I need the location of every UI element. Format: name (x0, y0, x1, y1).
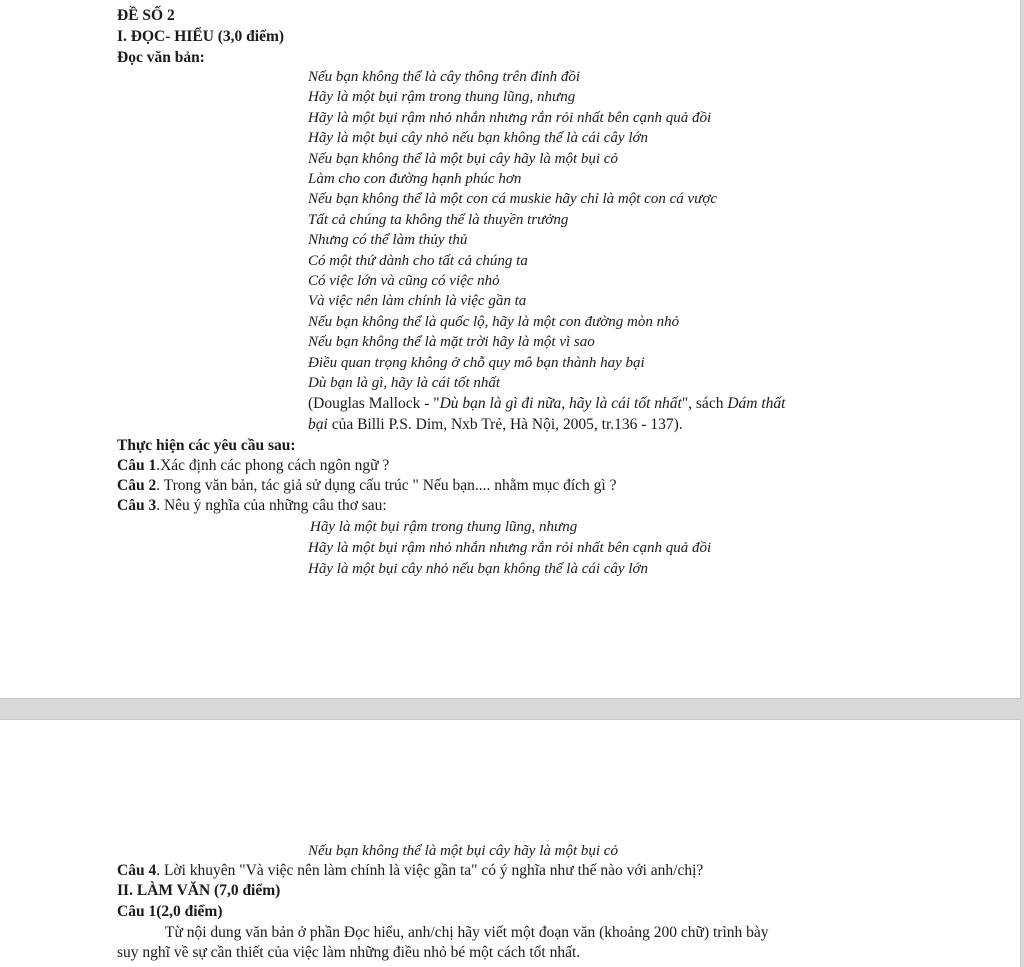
essay-1-text-line-2: suy nghĩ về sự cần thiết của việc làm những điều nhỏ bé một cách tốt nhất. (117, 944, 581, 961)
poem-line: Dù bạn là gì, hãy là cái tốt nhất (308, 375, 501, 391)
poem-line: Làm cho con đường hạnh phúc hơn (308, 171, 522, 187)
q3-verse-line: Nếu bạn không thể là một bụi cây hãy là một bụi cỏ (308, 843, 618, 859)
poem-line: Điều quan trọng không ở chỗ quy mô bạn thành hay bại (308, 354, 645, 371)
citation-line-2 (308, 415, 683, 435)
tasks-heading: Thực hiện các yêu cầu sau: (117, 437, 296, 454)
exam-title: ĐỀ SỐ 2 (117, 7, 175, 24)
essay-1-text-line-1: Từ nội dung văn bản ở phần Đọc hiểu, anh/chị hãy viết một đoạn văn (khoảng 200 chữ) trình bày (165, 924, 769, 941)
q3-verse-line: Hãy là một bụi cây nhỏ nếu bạn không thể là cái cây lớn (308, 561, 649, 577)
citation-line-1 (308, 394, 785, 414)
q3-verse-line: Hãy là một bụi rậm nhỏ nhắn nhưng rắn rỏi nhất bên cạnh quả đồi (308, 540, 712, 556)
poem-line: Có một thứ dành cho tất cả chúng ta (308, 252, 528, 269)
question-1-text: .Xác định các phong cách ngôn ngữ ? (156, 457, 390, 474)
poem-line: Nếu bạn không thể là quốc lộ, hãy là một con đường mòn nhỏ (308, 313, 680, 330)
poem-line: Hãy là một bụi cây nhỏ nếu bạn không thể là cái cây lớn (308, 130, 649, 147)
read-label: Đọc văn bản: (117, 49, 205, 66)
question-3 (117, 496, 387, 516)
citation-quote: Dù bạn là gì đi nữa, hãy là cái tốt nhất (439, 395, 682, 412)
question-2 (117, 476, 616, 496)
poem-line: Và việc nên làm chính là việc gần ta (308, 293, 527, 310)
poem-line: Nếu bạn không thể là mặt trời hãy là một vì sao (308, 334, 595, 351)
question-3-text: . Nêu ý nghĩa của những câu thơ sau: (156, 497, 387, 514)
citation-book-title: Dám thất (727, 395, 786, 412)
poem-line: Nếu bạn không thể là một con cá muskie hãy chỉ là một con cá vược (308, 191, 717, 208)
citation-rest: của Billi P.S. Dim, Nxb Trẻ, Hà Nội, 2005, tr.136 - 137). (327, 416, 683, 433)
poem-line: Hãy là một bụi rậm nhỏ nhắn nhưng rắn rỏi nhất bên cạnh quả đồi (308, 109, 712, 126)
section2-heading: II. LÀM VĂN (7,0 điểm) (117, 882, 281, 899)
poem-line: Nếu bạn không thể là cây thông trên đỉnh đồi (308, 69, 581, 85)
poem-line: Nếu bạn không thể là một bụi cây hãy là một bụi cỏ (308, 150, 618, 167)
document-page-2 (0, 719, 1021, 967)
question-4-text: . Lời khuyên "Và việc nên làm chính là việc gần ta" có ý nghĩa như thế nào với anh/chị? (156, 862, 704, 879)
poem-line: Nhưng có thể làm thủy thủ (308, 232, 468, 249)
question-4-label: Câu 4 (117, 862, 157, 879)
question-2-text: . Trong văn bản, tác giả sử dụng cấu trúc " Nếu bạn.... nhằm mục đích gì ? (156, 477, 617, 494)
question-1-label: Câu 1 (117, 457, 157, 474)
citation-book-title-end: bại (308, 416, 328, 433)
citation-open: (Douglas Mallock - " (308, 395, 440, 412)
q3-verse-line: Hãy là một bụi rậm trong thung lũng, nhưng (310, 519, 578, 535)
essay-1-label: Câu 1(2,0 điểm) (117, 903, 223, 920)
question-1 (117, 456, 389, 476)
question-3-label: Câu 3 (117, 497, 157, 514)
question-4 (117, 861, 703, 881)
question-2-label: Câu 2 (117, 477, 157, 494)
poem-line: Có việc lớn và cũng có việc nhỏ (308, 273, 500, 289)
citation-mid: ", sách (681, 395, 728, 412)
poem-line: Hãy là một bụi rậm trong thung lũng, nhưng (308, 89, 576, 106)
section1-heading: I. ĐỌC- HIỂU (3,0 điểm) (117, 28, 285, 45)
poem-line: Tất cả chúng ta không thể là thuyền trưởng (308, 211, 569, 228)
